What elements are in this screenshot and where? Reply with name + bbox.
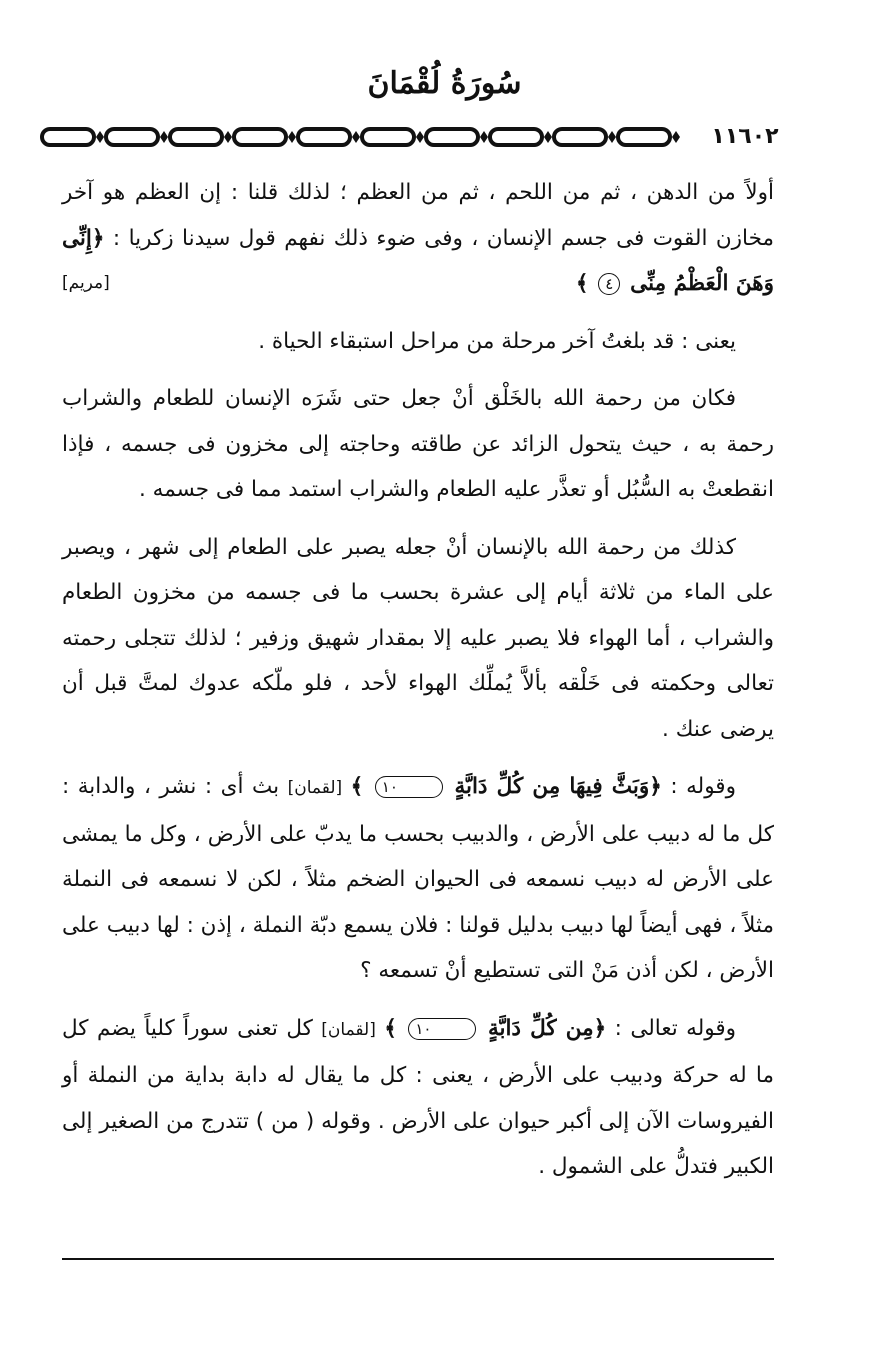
body-text xyxy=(62,170,774,1202)
paragraph-2: يعنى : قد بلغتُ آخر مرحلة من مراحل استبقاء الحياة . xyxy=(258,328,736,354)
decorative-chain-divider xyxy=(38,122,698,152)
quran-quote: ﴿مِن كُلِّ دَابَّةٍ xyxy=(487,1015,607,1041)
verse-number: ١٠ xyxy=(408,1018,476,1040)
quran-quote: ﴿وَبَثَّ فِيهَا مِن كُلِّ دَابَّةٍ xyxy=(454,774,662,799)
paragraph-5: وقوله : ﴿وَبَثَّ فِيهَا مِن كُلِّ دَابَّةٍ ١٠ ﴾ [لقمان] بث أى : نشر ، والدابة : كل ما له دبيب على الأرض ، والدبيب بحسب ما يدبّ على الأرض ، وكل ما يمشى على الأرض له دبيب نسمعه فى الحيوان الضخم مثلاً ، لكن لا نسمعه فى النملة مثلاً ، فهى أيضاً لها دبيب بدليل قولنا : فلان يسمع دبّة النملة ، إذن : لها دبيب على الأرض ، لكن أذن مَنْ التى تستطيع أنْ تسمعه ؟ xyxy=(62,774,774,983)
footer-rule xyxy=(62,1258,774,1260)
paragraph-4: كذلك من رحمة الله بالإنسان أنْ جعله يصبر على الطعام إلى شهر ، ويصبر على الماء من ثلاثة أيام إلى عشرة بحسب ما فى جسمه من مخزون الطعام والشراب ، أما الهواء فلا يصبر عليه إلا بمقدار شهيق وزفير ؛ لذلك تتجلى رحمته تعالى وحكمته فى خَلْقه بألاَّ يُملِّك الهواء لأحد ، فلو ملّكه عدوك لمتَّ قبل أن يرضى عنك . xyxy=(62,534,774,742)
surah-reference: [لقمان] xyxy=(287,778,343,798)
paragraph-1: أولاً من الدهن ، ثم من اللحم ، ثم من العظم ؛ لذلك قلنا : إن العظم هو آخر مخازن القوت فى جسم الإنسان ، وفى ضوء ذلك نفهم قول سيدنا زكريا : ﴿إِنِّى وَهَنَ الْعَظْمُ مِنِّى ٤ ﴾ [مريم] xyxy=(62,170,774,307)
verse-number: ٤ xyxy=(598,273,620,295)
surah-reference: [مريم] xyxy=(62,273,110,293)
paragraph-3: فكان من رحمة الله بالخَلْق أنْ جعل حتى شَرَه الإنسان للطعام والشراب رحمة به ، حيث يتحول الزائد عن طاقته وحاجته إلى مخزون فى جسمه ، فإذا انقطعتْ به السُّبُل أو تعذَّر عليه الطعام والشراب استمد مما فى جسمه . xyxy=(62,386,774,502)
quran-quote: ﴿إِنِّى وَهَنَ الْعَظْمُ مِنِّى xyxy=(62,225,774,296)
surah-title: سُورَةُ لُقْمَانَ xyxy=(367,66,522,101)
page-number: ١١٦٠٢ xyxy=(711,124,779,149)
surah-reference: [لقمان] xyxy=(321,1019,376,1040)
verse-number: ١٠ xyxy=(375,776,443,798)
paragraph-6: وقوله تعالى : ﴿مِن كُلِّ دَابَّةٍ ١٠ ﴾ [لقمان] كل تعنى سوراً كلياً يضم كل ما له حركة ودبيب على الأرض ، يعنى : كل ما يقال له دابة بداية من النملة أو الفيروسات الآن إلى أكبر حيوان على الأرض . وقوله ( من ) تتدرج من الصغير إلى الكبير فتدلُّ على الشمول . xyxy=(62,1015,774,1179)
